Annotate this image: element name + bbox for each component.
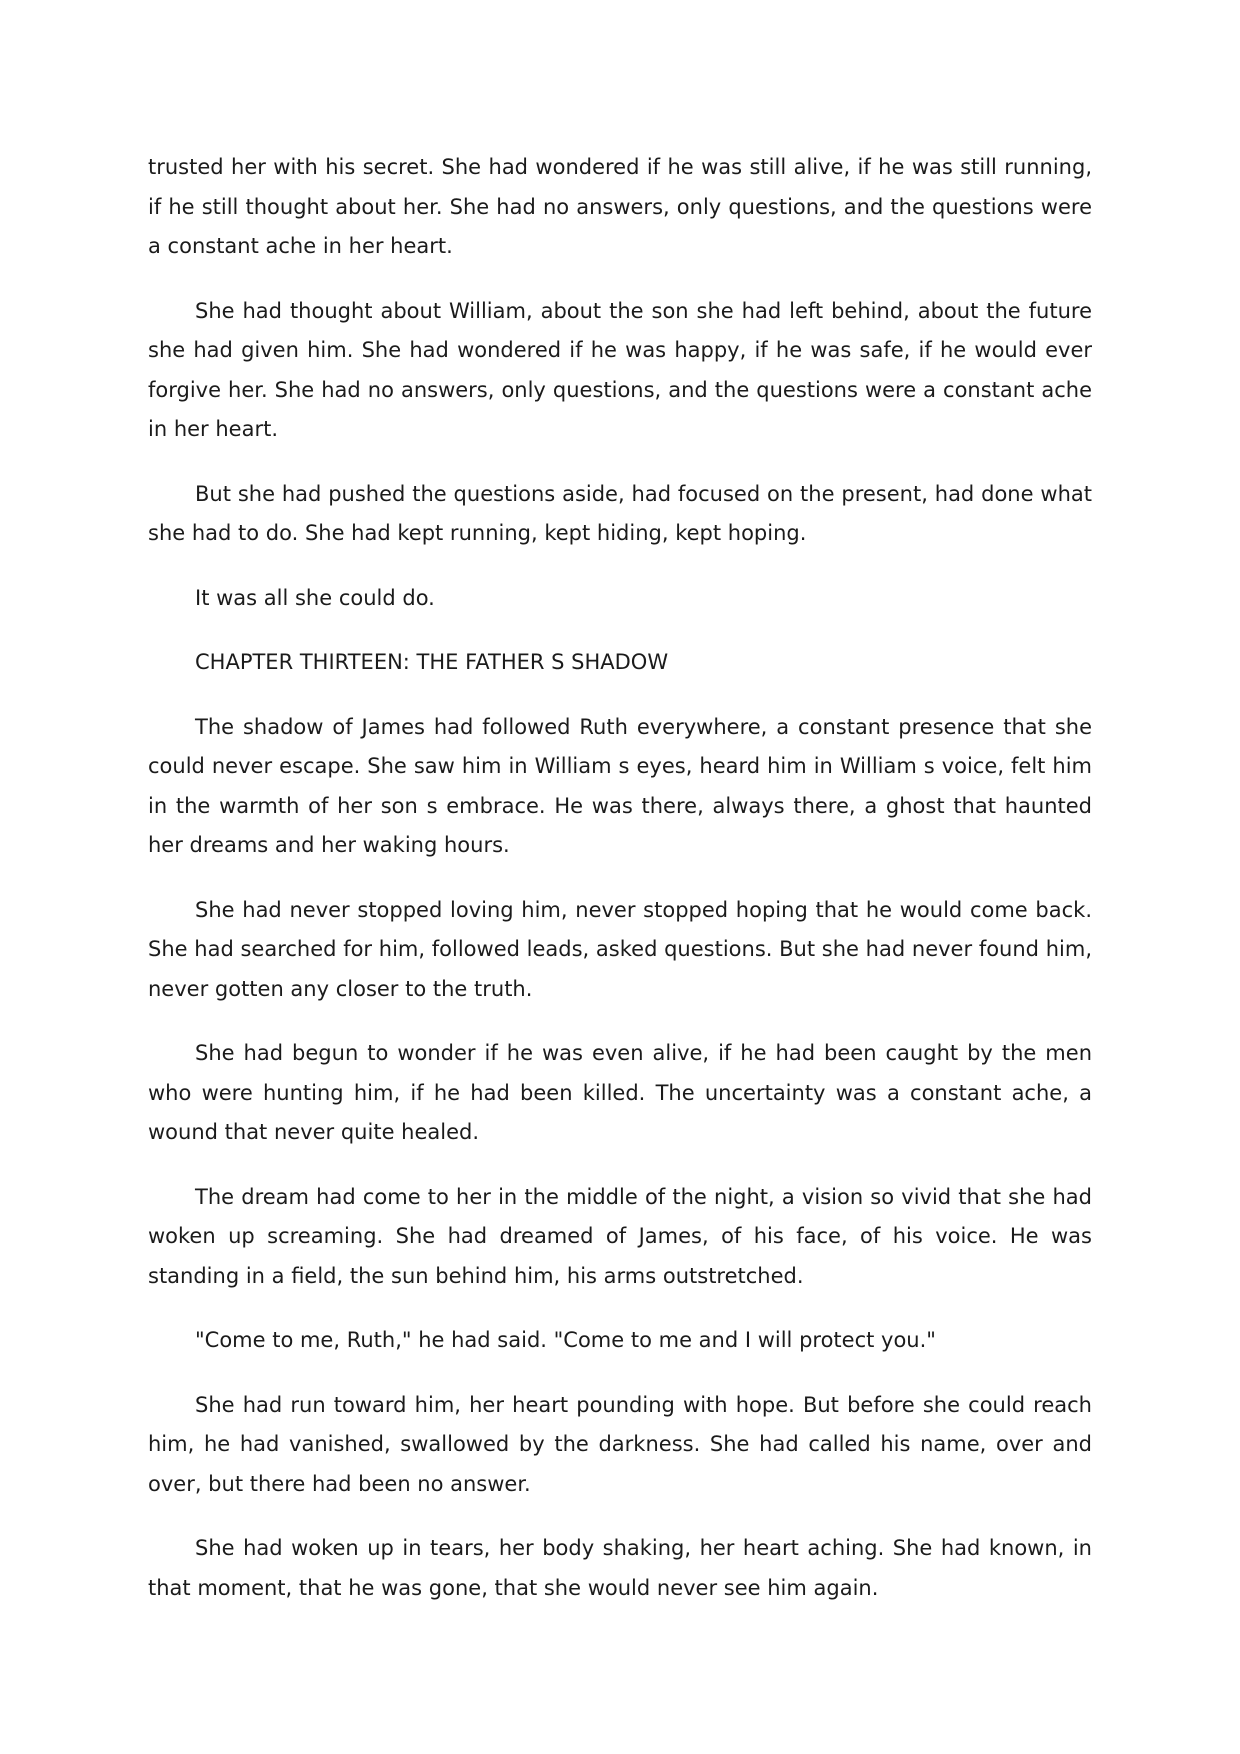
- paragraph-9: The dream had come to her in the middle of the night, a vision so vivid that she had woken up screaming. She had dreamed of James, of his face, of his voice. He was standing in a field, the sun behind him, his arms outstretched.: [148, 1184, 1092, 1288]
- chapter-heading: CHAPTER THIRTEEN: THE FATHER S SHADOW: [195, 650, 669, 674]
- paragraph-1: trusted her with his secret. She had wondered if he was still alive, if he was still running, if he still thought about her. She had no answers, only questions, and the questions were a constant ache in her heart.: [148, 155, 1092, 258]
- paragraph-10-dialogue: "Come to me, Ruth," he had said. "Come to me and I will protect you.": [195, 1328, 936, 1352]
- paragraph-12: She had woken up in tears, her body shaking, her heart aching. She had known, in that moment, that he was gone, that she would never see him again.: [148, 1536, 1092, 1600]
- paragraph-7: She had never stopped loving him, never stopped hoping that he would come back. She had searched for him, followed leads, asked questions. But she had never found him, never gotten any closer to the truth.: [148, 897, 1092, 1001]
- paragraph-2: She had thought about William, about the son she had left behind, about the future she had given him. She had wondered if he was happy, if he was safe, if he would ever forgive her. She had no answers, only questions, and the questions were a constant ache in her heart.: [148, 298, 1092, 441]
- paragraph-11: She had run toward him, her heart pounding with hope. But before she could reach him, he had vanished, swallowed by the darkness. She had called his name, over and over, but there had been no answer.: [148, 1392, 1092, 1496]
- paragraph-8: She had begun to wonder if he was even alive, if he had been caught by the men who were hunting him, if he had been killed. The uncertainty was a constant ache, a wound that never quite healed.: [148, 1041, 1092, 1144]
- paragraph-3: But she had pushed the questions aside, had focused on the present, had done what she had to do. She had kept running, kept hiding, kept hoping.: [148, 481, 1092, 545]
- page-text-body: [148, 148, 1092, 1633]
- paragraph-4: It was all she could do.: [195, 585, 435, 610]
- paragraph-6: The shadow of James had followed Ruth everywhere, a constant presence that she could never escape. She saw him in William s eyes, heard him in William s voice, felt him in the warmth of her son s embrace. He was there, always there, a ghost that haunted her dreams and her waking hours.: [148, 714, 1092, 857]
